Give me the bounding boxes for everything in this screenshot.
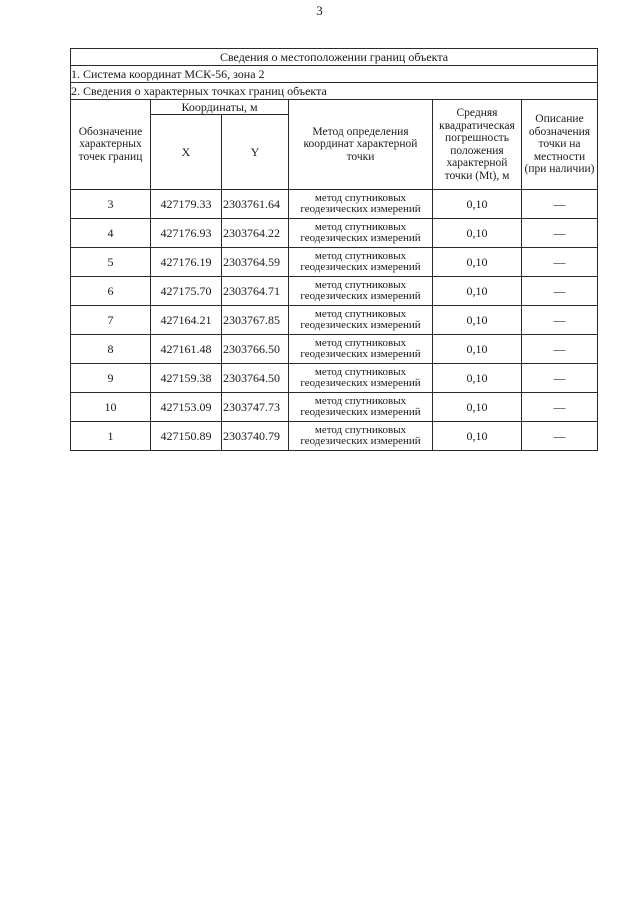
point-cell: 8 (71, 335, 151, 364)
description-cell: — (522, 364, 598, 393)
description-cell: — (522, 277, 598, 306)
point-cell: 10 (71, 393, 151, 422)
table-row (71, 422, 598, 451)
table-row (71, 335, 598, 364)
description-cell: — (522, 190, 598, 219)
description-cell: — (522, 393, 598, 422)
point-cell: 1 (71, 422, 151, 451)
description-cell: — (522, 248, 598, 277)
table-row (71, 219, 598, 248)
x-cell: 427150.89 (151, 422, 222, 451)
method-cell: метод спутниковых геодезических измерений (289, 306, 433, 335)
table-row (71, 248, 598, 277)
table-row (71, 393, 598, 422)
x-cell: 427161.48 (151, 335, 222, 364)
header-method: Метод определения координат характерной точки (289, 100, 433, 190)
section-heading: 2. Сведения о характерных точках границ объекта (71, 83, 598, 100)
description-cell: — (522, 306, 598, 335)
method-cell: метод спутниковых геодезических измерений (289, 277, 433, 306)
header-accuracy: Средняя квадратическая погрешность положения характерной точки (Mt), м (433, 100, 522, 190)
point-cell: 4 (71, 219, 151, 248)
accuracy-cell: 0,10 (433, 393, 522, 422)
header-x: X (151, 115, 222, 190)
accuracy-cell: 0,10 (433, 248, 522, 277)
boundary-points-table (70, 48, 598, 451)
page-number: 3 (316, 3, 323, 18)
description-cell: — (522, 335, 598, 364)
description-cell: — (522, 219, 598, 248)
method-cell: метод спутниковых геодезических измерений (289, 190, 433, 219)
y-cell: 2303767.85 (222, 306, 289, 335)
y-cell: 2303761.64 (222, 190, 289, 219)
method-cell: метод спутниковых геодезических измерений (289, 219, 433, 248)
accuracy-cell: 0,10 (433, 190, 522, 219)
accuracy-cell: 0,10 (433, 277, 522, 306)
table-row (71, 364, 598, 393)
method-cell: метод спутниковых геодезических измерений (289, 364, 433, 393)
header-point-designation: Обозначение характерных точек границ (71, 100, 151, 190)
x-cell: 427175.70 (151, 277, 222, 306)
accuracy-cell: 0,10 (433, 306, 522, 335)
point-cell: 6 (71, 277, 151, 306)
table-body (71, 190, 598, 451)
y-cell: 2303764.71 (222, 277, 289, 306)
y-cell: 2303764.22 (222, 219, 289, 248)
method-cell: метод спутниковых геодезических измерений (289, 335, 433, 364)
x-cell: 427153.09 (151, 393, 222, 422)
method-cell: метод спутниковых геодезических измерений (289, 248, 433, 277)
header-coordinates: Координаты, м (151, 100, 289, 115)
point-cell: 7 (71, 306, 151, 335)
x-cell: 427176.93 (151, 219, 222, 248)
x-cell: 427164.21 (151, 306, 222, 335)
table-row (71, 306, 598, 335)
table-row (71, 190, 598, 219)
accuracy-cell: 0,10 (433, 364, 522, 393)
description-cell: — (522, 422, 598, 451)
accuracy-cell: 0,10 (433, 422, 522, 451)
method-cell: метод спутниковых геодезических измерений (289, 422, 433, 451)
y-cell: 2303764.59 (222, 248, 289, 277)
y-cell: 2303766.50 (222, 335, 289, 364)
method-cell: метод спутниковых геодезических измерений (289, 393, 433, 422)
accuracy-cell: 0,10 (433, 335, 522, 364)
header-description: Описание обозначения точки на местности (при наличии) (522, 100, 598, 190)
header-y: Y (222, 115, 289, 190)
y-cell: 2303740.79 (222, 422, 289, 451)
point-cell: 5 (71, 248, 151, 277)
point-cell: 9 (71, 364, 151, 393)
x-cell: 427159.38 (151, 364, 222, 393)
x-cell: 427179.33 (151, 190, 222, 219)
table-row (71, 277, 598, 306)
point-cell: 3 (71, 190, 151, 219)
y-cell: 2303764.50 (222, 364, 289, 393)
y-cell: 2303747.73 (222, 393, 289, 422)
coordinate-system: 1. Система координат МСК-56, зона 2 (71, 66, 598, 83)
table-title: Сведения о местоположении границ объекта (71, 49, 598, 66)
accuracy-cell: 0,10 (433, 219, 522, 248)
x-cell: 427176.19 (151, 248, 222, 277)
